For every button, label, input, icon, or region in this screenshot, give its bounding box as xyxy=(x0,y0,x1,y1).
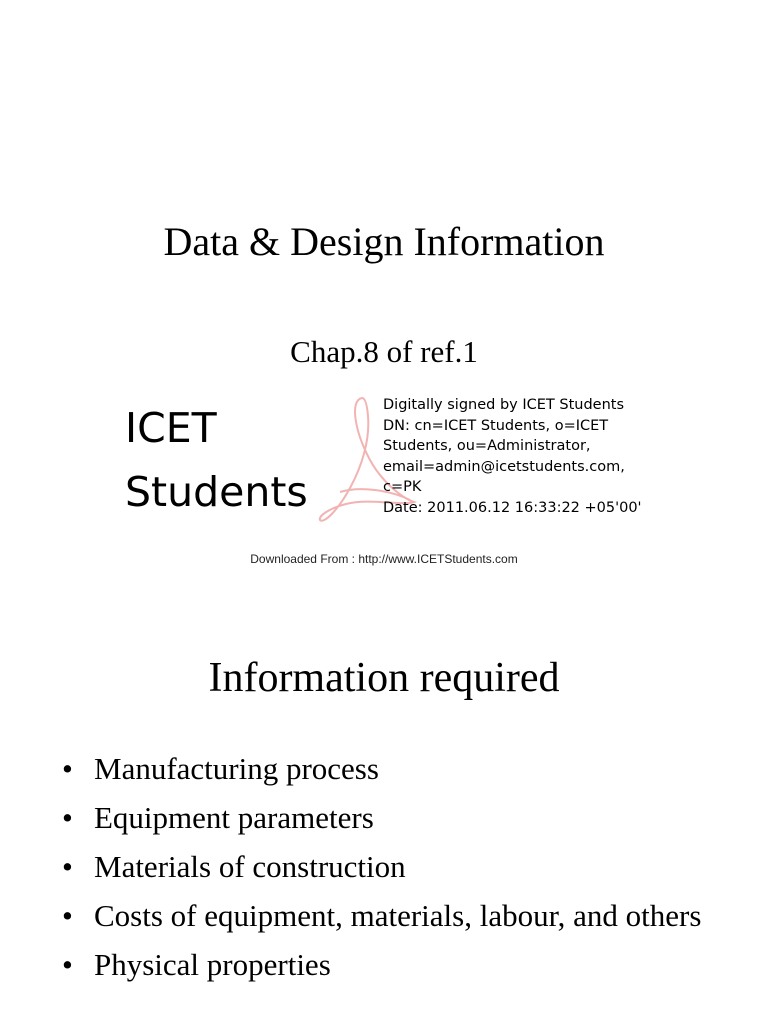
bullet-text: Physical properties xyxy=(94,947,331,982)
signature-detail-line: DN: cn=ICET Students, o=ICET xyxy=(383,417,609,434)
bullet-icon: • xyxy=(62,947,73,982)
slide-title: Data & Design Information xyxy=(163,219,605,264)
bullet-item xyxy=(58,895,738,936)
download-source-note: Downloaded From : http://www.ICETStudents.com xyxy=(250,552,518,566)
bullet-icon: • xyxy=(62,800,73,835)
signature-details xyxy=(383,395,642,518)
signer-name-line-1: ICET xyxy=(125,404,217,452)
bullet-text: Costs of equipment, materials, labour, and others xyxy=(94,898,702,933)
signature-detail-line: c=PK xyxy=(383,479,422,495)
bullet-item xyxy=(58,944,738,985)
signature-detail-line: Date: 2011.06.12 16:33:22 +05'00' xyxy=(383,499,642,516)
signer-name xyxy=(125,396,308,524)
bullet-icon: • xyxy=(62,898,73,933)
bullet-item xyxy=(58,748,738,789)
signature-detail-line: email=admin@icetstudents.com, xyxy=(383,458,625,475)
slide-2 xyxy=(0,590,768,1024)
signature-detail-line: Students, ou=Administrator, xyxy=(383,438,591,454)
signature-detail-line: Digitally signed by ICET Students xyxy=(383,397,625,413)
bullet-item xyxy=(58,797,738,838)
slide-subtitle: Chap.8 of ref.1 xyxy=(290,334,478,369)
bullet-item xyxy=(58,846,738,887)
bullet-icon: • xyxy=(62,849,73,884)
bullet-icon: • xyxy=(62,751,73,786)
bullet-list xyxy=(58,748,738,993)
signer-name-line-2: Students xyxy=(125,468,308,516)
bullet-text: Manufacturing process xyxy=(94,751,379,786)
digital-signature-block xyxy=(0,390,768,530)
bullet-text: Equipment parameters xyxy=(94,800,374,835)
slide-title: Information required xyxy=(208,655,560,701)
bullet-text: Materials of construction xyxy=(94,849,406,884)
